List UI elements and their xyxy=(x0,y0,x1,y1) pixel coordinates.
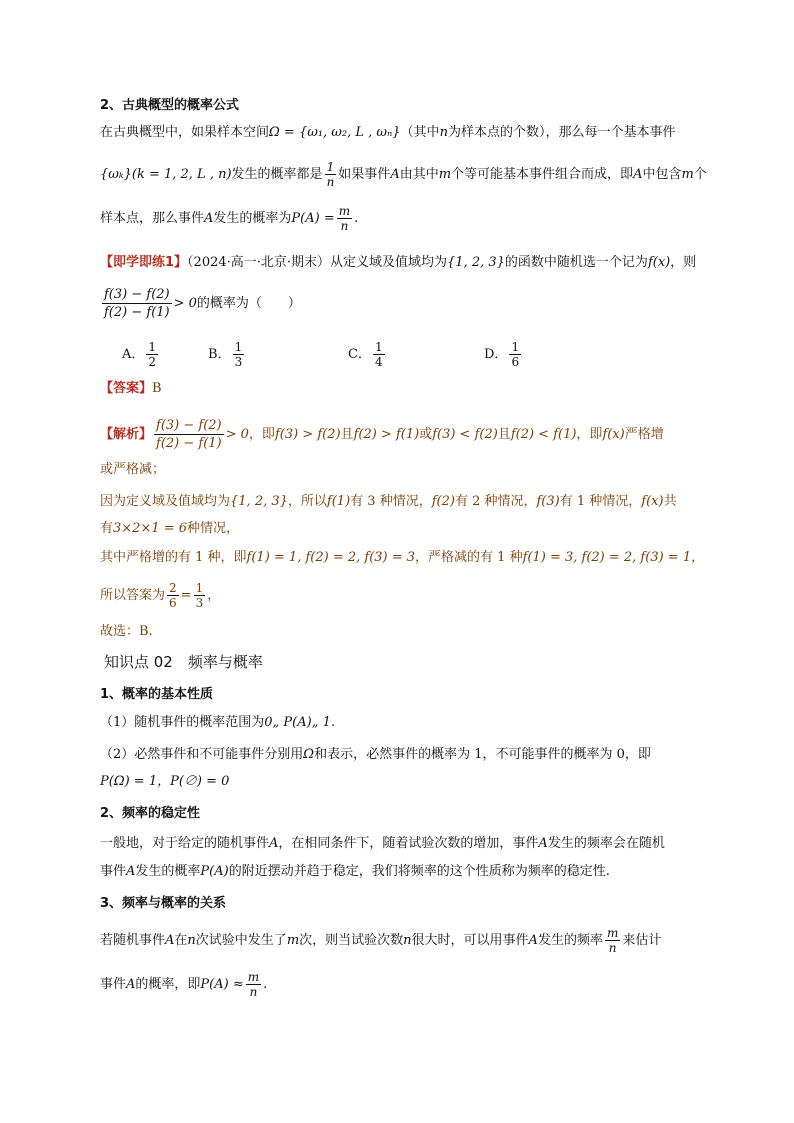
text: ，在相同条件下，随着试验次数的增加，事件 xyxy=(278,836,539,851)
option-label: A． xyxy=(122,347,145,362)
text: 共 xyxy=(663,494,677,509)
math: {ωₖ}(k = 1, 2, L , n) xyxy=(100,167,232,182)
math: Ω xyxy=(303,747,315,762)
text: 的概率为（ ） xyxy=(196,296,301,311)
math: f(2) > f(1) xyxy=(353,427,420,442)
denominator: n xyxy=(249,985,258,999)
numerator: 1 xyxy=(195,581,204,595)
text: 且 xyxy=(340,427,354,442)
text: 在古典概型中，如果样本空间 xyxy=(100,125,270,140)
fraction xyxy=(246,970,261,999)
section-title-probability-properties: 1、概率的基本性质 xyxy=(100,687,214,702)
text: 或 xyxy=(419,427,433,442)
text: 有 2 种情况， xyxy=(454,494,537,509)
text: 发生的频率 xyxy=(537,933,603,948)
math: A xyxy=(269,836,279,851)
math: A xyxy=(126,977,136,992)
option-b xyxy=(208,340,246,369)
fraction xyxy=(337,204,352,233)
fraction xyxy=(167,581,179,610)
solution-line xyxy=(100,417,664,452)
exercise-tag: 【即学即练1】 xyxy=(100,255,188,270)
numerator: 2 xyxy=(169,581,177,595)
text: 样本点，那么事件 xyxy=(100,211,205,226)
text: 发生的概率为 xyxy=(213,211,292,226)
math: f(3) xyxy=(536,494,560,509)
solution-line: 或严格减； xyxy=(100,462,166,477)
denominator: 3 xyxy=(234,355,243,369)
text: 个 xyxy=(693,167,707,182)
section-title-frequency-stability: 2、频率的稳定性 xyxy=(100,806,201,821)
paragraph-line xyxy=(100,926,661,955)
math: m xyxy=(438,167,452,182)
math: 3×2×1 = 6 xyxy=(113,521,188,536)
option-label: C． xyxy=(348,347,371,362)
text: ， xyxy=(207,588,221,603)
text: 如果事件 xyxy=(338,167,391,182)
denominator: 2 xyxy=(148,355,157,369)
denominator: 3 xyxy=(195,596,204,610)
numerator: 1 xyxy=(326,160,335,174)
text: 发生的概率 xyxy=(135,864,201,879)
math: m xyxy=(681,167,694,182)
paragraph-line xyxy=(100,834,665,854)
math: f(3) < f(2) xyxy=(432,427,498,442)
text: ，则 xyxy=(670,255,697,270)
paragraph-line xyxy=(100,745,651,765)
denominator: 4 xyxy=(374,355,383,369)
solution-line xyxy=(100,581,220,610)
text: . xyxy=(330,715,335,730)
paragraph-line xyxy=(100,862,610,882)
math: {1, 2, 3} xyxy=(230,494,288,509)
section-title-classical-formula: 2、古典概型的概率公式 xyxy=(100,98,240,113)
math: A xyxy=(126,864,136,879)
fraction xyxy=(509,340,521,369)
math: P(A) xyxy=(200,864,229,879)
denominator: n xyxy=(340,219,349,233)
math: A xyxy=(390,167,400,182)
denominator: n xyxy=(326,175,335,189)
text: 有 3 种情况， xyxy=(350,494,432,509)
text: 为样本点的个数），那么每一个基本事件 xyxy=(447,125,676,140)
text: 种情况， xyxy=(187,521,240,536)
option-c xyxy=(348,340,387,369)
paragraph-line xyxy=(100,204,358,233)
math: n xyxy=(403,933,412,948)
option-a xyxy=(122,340,160,369)
denominator: 6 xyxy=(511,355,520,369)
fraction xyxy=(102,286,172,321)
text: 一般地，对于给定的随机事件 xyxy=(100,836,270,851)
math: {1, 2, 3} xyxy=(447,255,505,270)
paragraph-line xyxy=(100,713,335,733)
numerator: m xyxy=(247,970,260,984)
text: 由其中 xyxy=(399,167,439,182)
text: 有 xyxy=(100,521,114,536)
math: f(1) = 1, f(2) = 2, f(3) = 3 xyxy=(246,550,416,565)
math: A xyxy=(528,933,538,948)
exercise-header xyxy=(100,253,696,273)
text: 严格增 xyxy=(624,427,664,442)
math: = xyxy=(180,588,192,603)
text: 很大时，可以用事件 xyxy=(411,933,529,948)
math: A xyxy=(165,933,175,948)
text: 在 xyxy=(174,933,188,948)
text: 个等可能基本事件组合而成，即 xyxy=(451,167,634,182)
fraction xyxy=(146,340,158,369)
text: ，所以 xyxy=(287,494,327,509)
math: n xyxy=(187,933,196,948)
text: ，即 xyxy=(576,427,603,442)
exercise-question xyxy=(100,286,301,321)
math: 0„ P(A)„ 1 xyxy=(264,715,331,730)
text: （1）随机事件的概率范围为 xyxy=(100,715,265,730)
text: 且 xyxy=(497,427,511,442)
math: P(A) = xyxy=(291,211,335,226)
paragraph-line xyxy=(100,970,267,999)
fraction xyxy=(605,926,620,955)
text: （其中 xyxy=(400,125,440,140)
text: 和表示，必然事件的概率为 1，不可能事件的概率为 0，即 xyxy=(314,747,651,762)
math: f(1) = 3, f(2) = 2, f(3) = 1 xyxy=(522,550,692,565)
text: ， xyxy=(691,550,705,565)
answer-line xyxy=(100,379,162,399)
text: 的概率，即 xyxy=(135,977,201,992)
text: 发生的频率会在随机 xyxy=(547,836,665,851)
math: f(3) > f(2) xyxy=(274,427,341,442)
fraction xyxy=(373,340,385,369)
numerator: f(3) − f(2) xyxy=(156,418,222,433)
denominator: f(2) − f(1) xyxy=(156,436,222,451)
solution-tag: 【解析】 xyxy=(100,427,153,442)
math: Ω = {ω₁, ω₂, L , ωₙ} xyxy=(269,125,401,140)
numerator: 1 xyxy=(511,340,520,354)
fraction xyxy=(194,581,206,610)
text: ，严格减的有 1 种 xyxy=(415,550,523,565)
answer-value: B xyxy=(152,381,162,396)
solution-conclusion: 故选：B. xyxy=(100,624,153,639)
math: > 0 xyxy=(225,427,249,442)
text: 的附近摆动并趋于稳定，我们将频率的这个性质称为频率的稳定性. xyxy=(228,864,610,879)
text: 的函数中随机选一个记为 xyxy=(504,255,648,270)
numerator: 1 xyxy=(234,340,243,354)
numerator: 1 xyxy=(148,340,157,354)
denominator: n xyxy=(608,941,617,955)
numerator: m xyxy=(606,926,619,940)
math: f(x) xyxy=(647,255,671,270)
text: 事件 xyxy=(100,864,127,879)
solution-line xyxy=(100,492,677,512)
text: 来估计 xyxy=(622,933,662,948)
paragraph-line xyxy=(100,160,707,189)
text: 若随机事件 xyxy=(100,933,166,948)
answer-tag: 【答案】 xyxy=(100,381,153,396)
fraction xyxy=(325,160,337,189)
denominator: f(2) − f(1) xyxy=(104,305,170,320)
math: f(2) xyxy=(431,494,455,509)
text: （2024·高一·北京·期末）从定义域及值域均为 xyxy=(187,255,448,270)
numerator: m xyxy=(338,204,351,218)
option-d xyxy=(484,340,523,369)
text: 发生的概率都是 xyxy=(231,167,323,182)
math: f(2) < f(1) xyxy=(510,427,577,442)
fraction xyxy=(154,417,224,452)
math: n xyxy=(439,125,448,140)
math: f(x) xyxy=(641,494,664,509)
knowledge-point-title: 知识点 02 频率与概率 xyxy=(104,653,263,671)
text: 有 1 种情况， xyxy=(559,494,642,509)
math: A xyxy=(633,167,643,182)
text: 中包含 xyxy=(642,167,682,182)
text: 因为定义域及值域均为 xyxy=(100,494,231,509)
math: A xyxy=(204,211,214,226)
numerator: f(3) − f(2) xyxy=(104,287,170,302)
text: 次试验中发生了 xyxy=(195,933,287,948)
section-title-frequency-probability: 3、频率与概率的关系 xyxy=(100,896,227,911)
math: A xyxy=(538,836,548,851)
math: > 0 xyxy=(173,296,197,311)
option-label: D． xyxy=(484,347,508,362)
text: 次，则当试验次数 xyxy=(299,933,404,948)
text: . xyxy=(263,977,268,992)
numerator: 1 xyxy=(374,340,383,354)
math: m xyxy=(286,933,300,948)
text: 所以答案为 xyxy=(100,588,166,603)
text: 事件 xyxy=(100,977,127,992)
option-label: B． xyxy=(208,347,231,362)
math: f(x) xyxy=(602,427,625,442)
text: ，即 xyxy=(248,427,275,442)
math: f(1) xyxy=(326,494,351,509)
text: 其中严格增的有 1 种，即 xyxy=(100,550,247,565)
paragraph-line xyxy=(100,123,675,143)
solution-line xyxy=(100,548,704,568)
solution-line xyxy=(100,519,239,539)
denominator: 6 xyxy=(169,596,177,610)
fraction xyxy=(233,340,245,369)
text: . xyxy=(354,211,359,226)
math: P(A) ≈ xyxy=(200,977,244,992)
paragraph-line: P(Ω) = 1，P(∅) = 0 xyxy=(100,774,230,789)
text: （2）必然事件和不可能事件分别用 xyxy=(100,747,304,762)
